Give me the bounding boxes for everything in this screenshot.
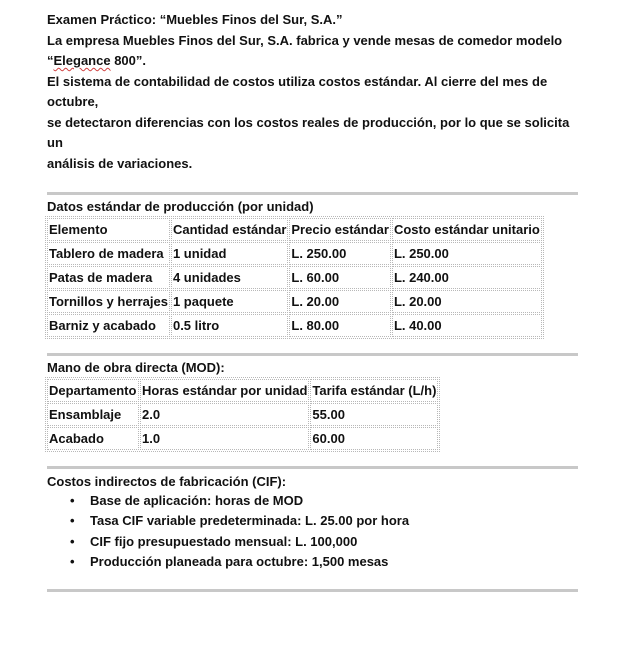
spellcheck-word: Elegance: [53, 53, 111, 68]
table-cell: Tornillos y herrajes: [47, 290, 170, 313]
list-item: • Producción planeada para octubre: 1,500 mesas: [70, 552, 580, 572]
list-item: • CIF fijo presupuestado mensual: L. 100,000: [70, 532, 580, 552]
document-page: [47, 10, 580, 592]
divider: [47, 192, 578, 195]
intro-line: análisis de variaciones.: [47, 155, 193, 171]
intro-line: [47, 51, 580, 72]
header-cell: Elemento: [47, 218, 170, 241]
header-cell: Horas estándar por unidad: [140, 379, 309, 402]
materials-title: Datos estándar de producción (por unidad): [47, 199, 314, 214]
table-cell: L. 80.00: [289, 314, 391, 337]
table-cell: 2.0: [140, 403, 309, 426]
intro-block: [47, 10, 580, 174]
table-cell: 4 unidades: [171, 266, 288, 289]
table-header-row: [47, 218, 542, 241]
divider: [47, 353, 578, 356]
exam-title: Examen Práctico: “Muebles Finos del Sur, S.A.”: [47, 12, 343, 27]
header-cell: Precio estándar: [289, 218, 391, 241]
header-cell: Costo estándar unitario: [392, 218, 542, 241]
table-row: [47, 242, 542, 265]
quote-mark: “: [47, 53, 54, 68]
table-cell: 55.00: [310, 403, 438, 426]
overhead-list: [47, 491, 580, 572]
table-cell: L. 60.00: [289, 266, 391, 289]
table-cell: 1 unidad: [171, 242, 288, 265]
table-cell: L. 20.00: [392, 290, 542, 313]
list-item: • Base de aplicación: horas de MOD: [70, 491, 580, 511]
header-cell: Cantidad estándar: [171, 218, 288, 241]
table-cell: Ensamblaje: [47, 403, 139, 426]
table-cell: L. 40.00: [392, 314, 542, 337]
table-cell: L. 250.00: [392, 242, 542, 265]
intro-line: La empresa Muebles Finos del Sur, S.A. fabrica y vende mesas de comedor modelo: [47, 32, 563, 48]
labor-table: [45, 377, 440, 452]
overhead-title: Costos indirectos de fabricación (CIF):: [47, 474, 287, 489]
header-cell: Tarifa estándar (L/h): [310, 379, 438, 402]
table-cell: L. 20.00: [289, 290, 391, 313]
table-cell: 1 paquete: [171, 290, 288, 313]
model-suffix: 800”.: [110, 53, 147, 68]
table-cell: 60.00: [310, 427, 438, 450]
divider: [47, 589, 578, 592]
table-row: [47, 403, 438, 426]
table-header-row: [47, 379, 438, 402]
table-row: [47, 290, 542, 313]
intro-line: El sistema de contabilidad de costos utiliza costos estándar. Al cierre del mes de octubre,: [47, 73, 548, 109]
intro-line: se detectaron diferencias con los costos reales de producción, por lo que se solicita un: [47, 114, 570, 150]
table-cell: L. 250.00: [289, 242, 391, 265]
list-item: • Tasa CIF variable predeterminada: L. 25.00 por hora: [70, 511, 580, 531]
materials-table: [45, 216, 544, 339]
table-row: [47, 314, 542, 337]
header-cell: Departamento: [47, 379, 139, 402]
table-cell: Tablero de madera: [47, 242, 170, 265]
table-cell: 1.0: [140, 427, 309, 450]
table-row: [47, 266, 542, 289]
table-cell: Acabado: [47, 427, 139, 450]
labor-title: Mano de obra directa (MOD):: [47, 360, 225, 375]
divider: [47, 466, 578, 469]
table-cell: Barniz y acabado: [47, 314, 170, 337]
table-cell: L. 240.00: [392, 266, 542, 289]
table-cell: 0.5 litro: [171, 314, 288, 337]
table-row: [47, 427, 438, 450]
table-cell: Patas de madera: [47, 266, 170, 289]
